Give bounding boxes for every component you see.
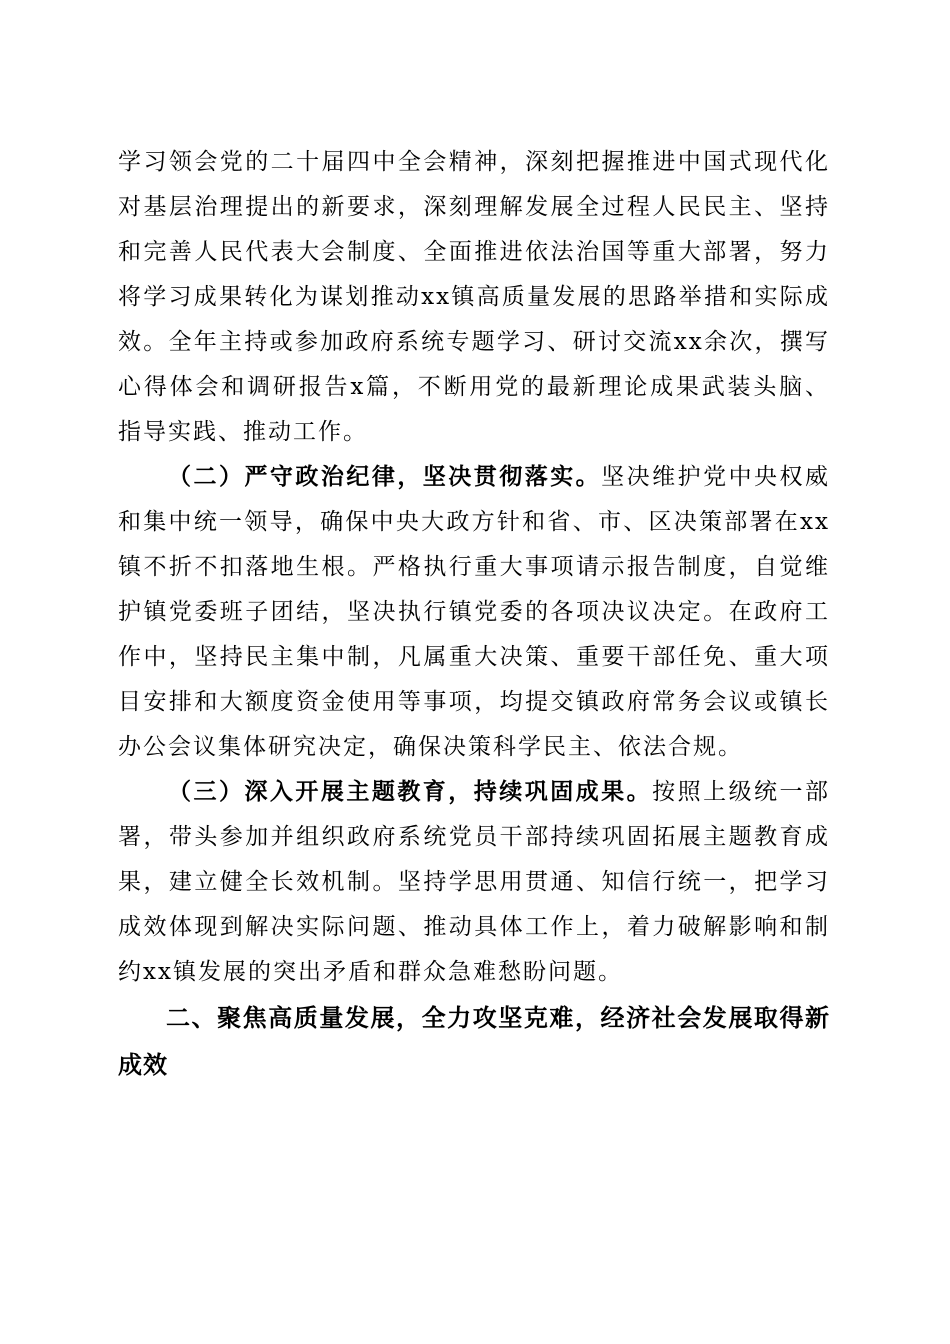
document-body [118, 140, 830, 1089]
paragraph-theme-education [118, 770, 830, 995]
subheading-theme-education: （三）深入开展主题教育，持续巩固成果。 [168, 779, 653, 805]
paragraph-study-continuation: 学习领会党的二十届四中全会精神，深刻把握推进中国式现代化对基层治理提出的新要求，深刻理解发展全过程人民民主、坚持和完善人民代表大会制度、全面推进依法治国等重大部署，努力将学习成果转化为谋划推动xx镇高质量发展的思路举措和实际成效。全年主持或参加政府系统专题学习、研讨交流xx余次，撰写心得体会和调研报告x篇，不断用党的最新理论成果武装头脑、指导实践、推动工作。 [118, 149, 830, 445]
paragraph-political-discipline [118, 455, 830, 770]
subheading-political-discipline: （二）严守政治纪律，坚决贯彻落实。 [168, 464, 602, 490]
section-heading-high-quality-development: 二、聚焦高质量发展，全力攻坚克难，经济社会发展取得新成效 [118, 1004, 830, 1079]
paragraph-political-discipline-body: 坚决维护党中央权威和集中统一领导，确保中央大政方针和省、市、区决策部署在xx镇不折不扣落地生根。严格执行重大事项请示报告制度，自觉维护镇党委班子团结，坚决执行镇党委的各项决议决定。在政府工作中，坚持民主集中制，凡属重大决策、重要干部任免、重大项目安排和大额度资金使用等事项，均提交镇政府常务会议或镇长办公会议集体研究决定，确保决策科学民主、依法合规。 [118, 464, 831, 760]
paragraph-theme-education-body: 按照上级统一部署，带头参加并组织政府系统党员干部持续巩固拓展主题教育成果，建立健全长效机制。坚持学思用贯通、知信行统一，把学习成效体现到解决实际问题、推动具体工作上，着力破解影响和制约xx镇发展的突出矛盾和群众急难愁盼问题。 [118, 779, 831, 985]
